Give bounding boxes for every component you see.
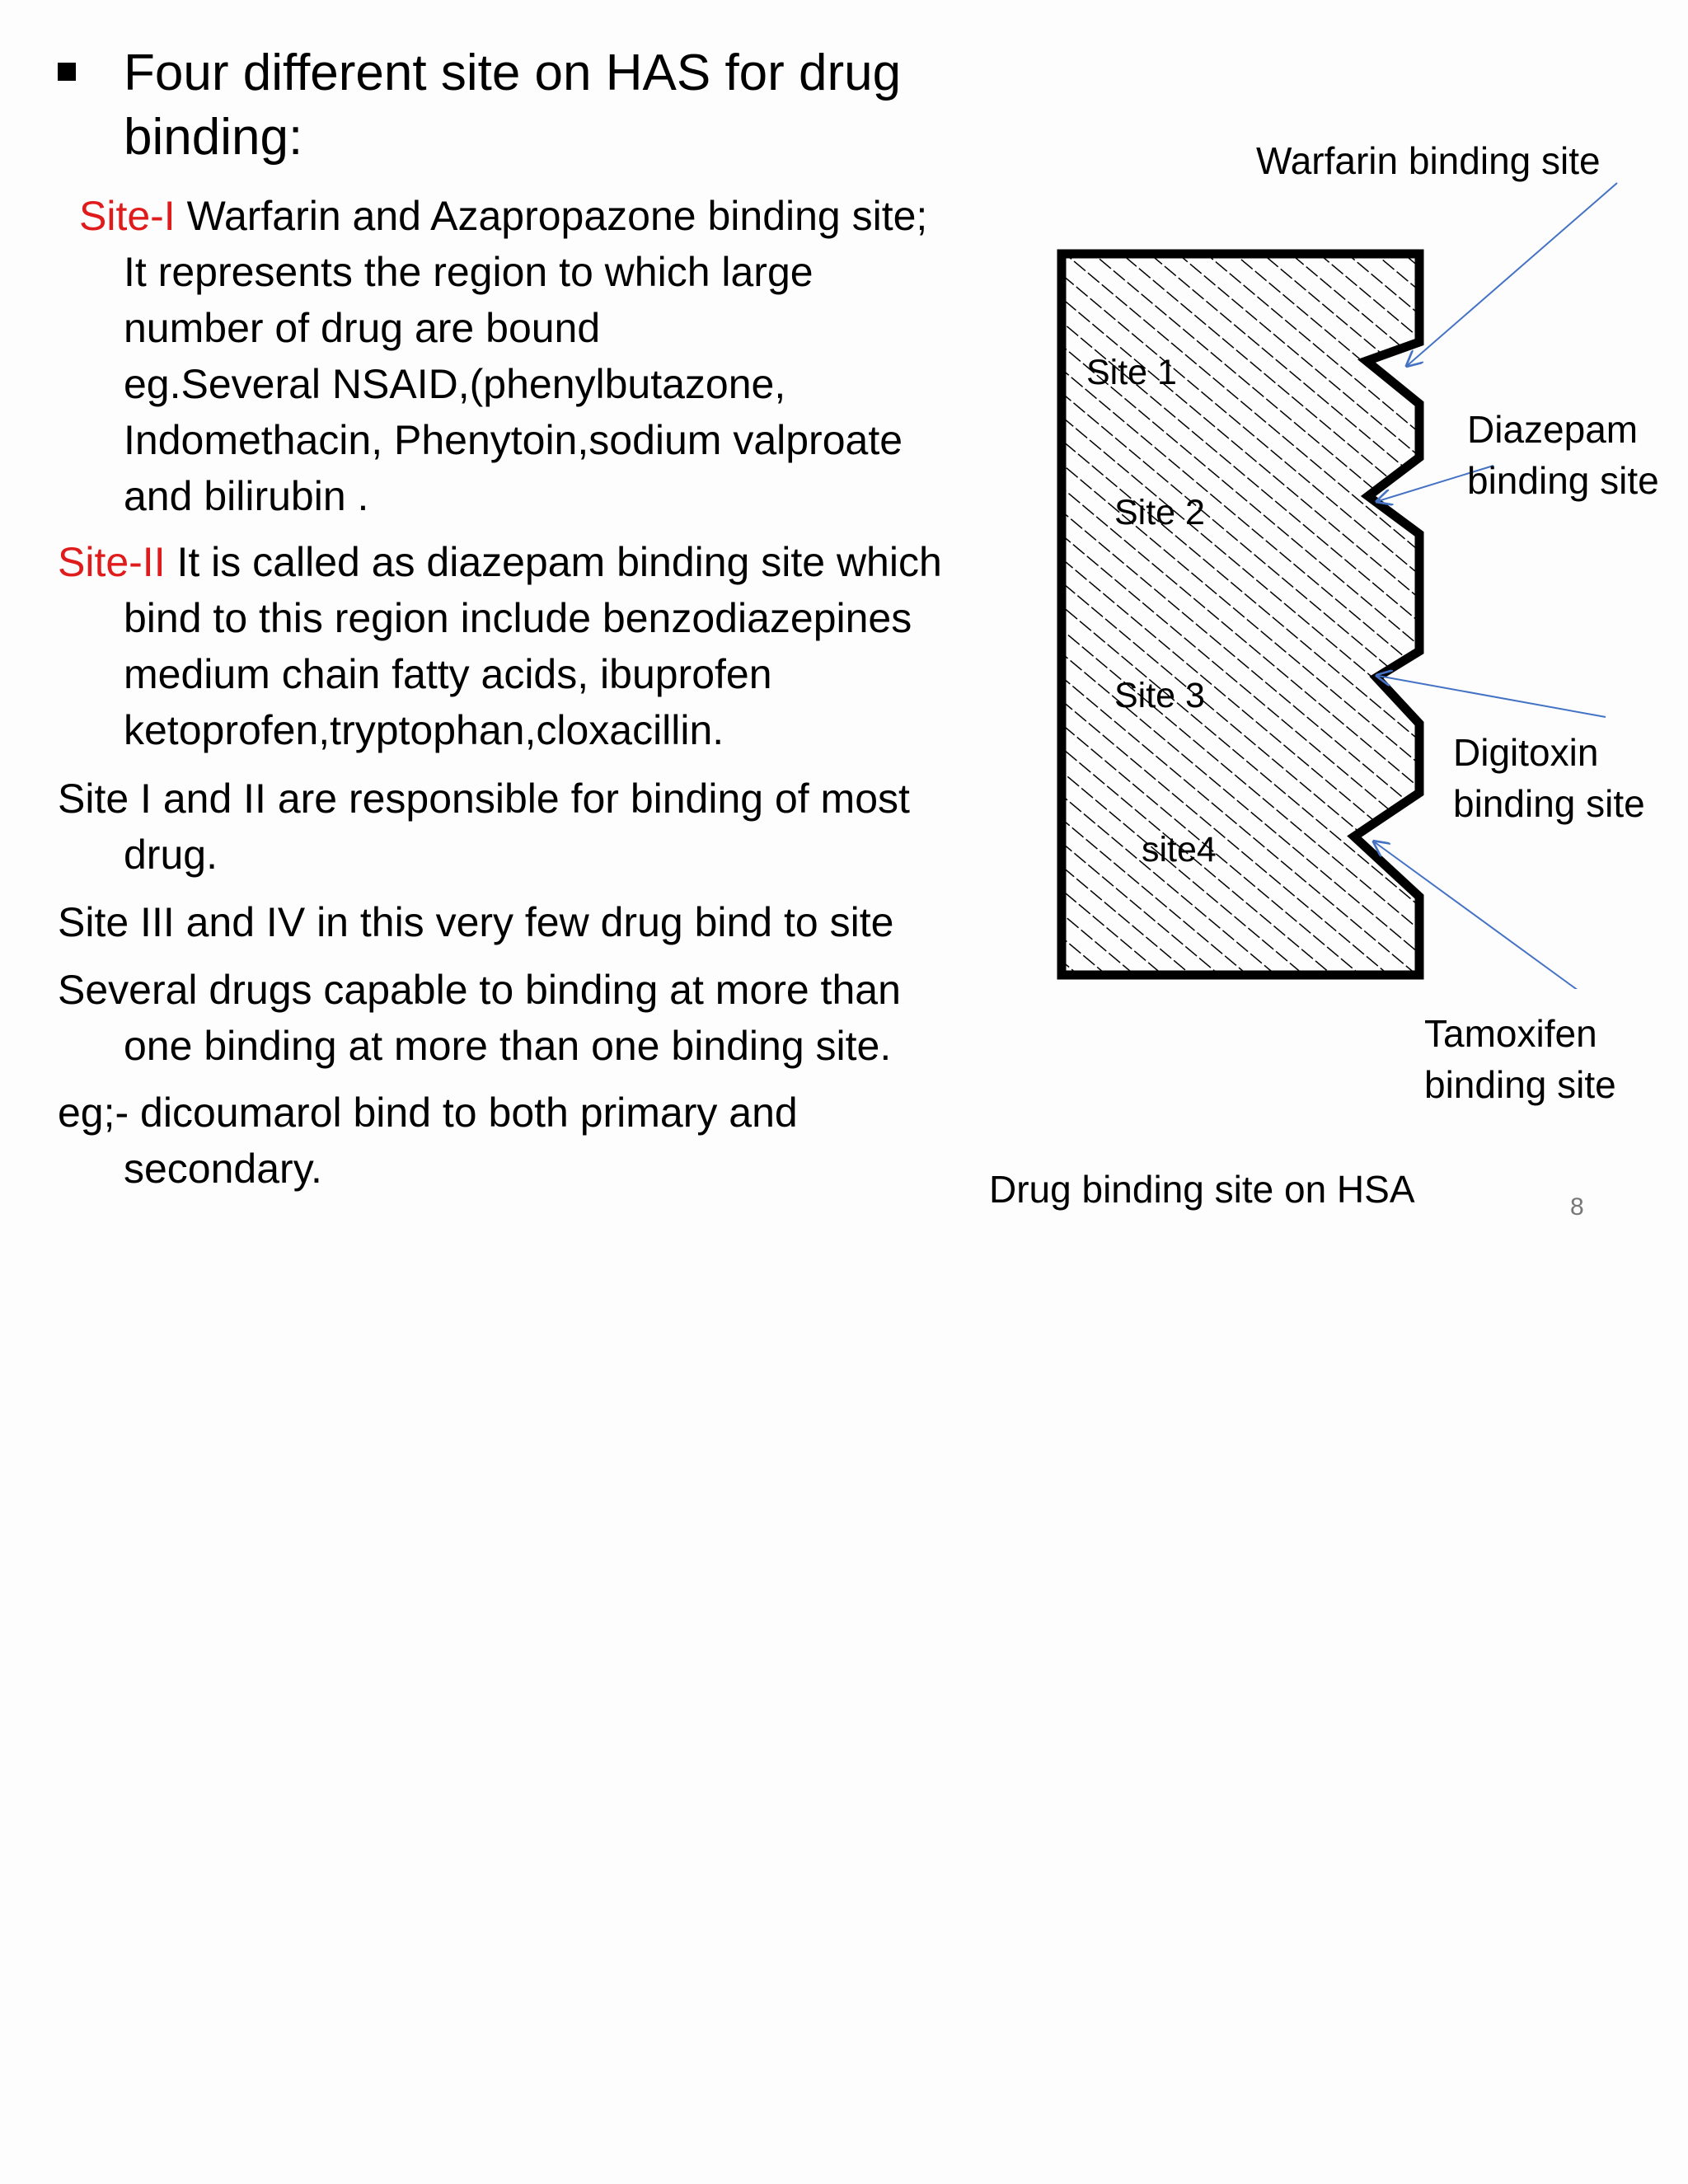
site-3-label: Site 3	[1114, 676, 1205, 715]
site1-line-1: It represents the region to which large	[124, 249, 814, 295]
tamoxifen-callout-line-2: binding site	[1424, 1063, 1616, 1106]
warfarin-arrow	[1408, 183, 1617, 365]
site-2-label: Site 2	[1114, 493, 1205, 532]
digitoxin-callout-line-2: binding site	[1453, 782, 1645, 825]
site2-paragraph	[58, 534, 989, 758]
site1-line-4: Indomethacin, Phenytoin,sodium valproate	[124, 417, 903, 463]
site1-first-line	[79, 188, 1010, 244]
site-4-label: site4	[1142, 830, 1217, 869]
site1-tag: Site-I	[79, 193, 176, 239]
slide-title	[58, 41, 981, 170]
diagram-caption: Drug binding site on HSA	[989, 1168, 1415, 1211]
site1-paragraph	[79, 188, 1010, 524]
digitoxin-callout	[1453, 727, 1645, 829]
site2-first-line	[58, 534, 989, 590]
site1-line-5: and bilirubin .	[124, 473, 369, 519]
site2-line-3: ketoprofen,tryptophan,cloxacillin.	[124, 707, 724, 753]
site-1-label: Site 1	[1086, 353, 1177, 392]
page-number: 8	[1570, 1193, 1584, 1221]
paragraph-3	[58, 771, 989, 883]
tamoxifen-callout	[1424, 1008, 1616, 1110]
paragraph-4	[58, 894, 989, 950]
site2-line-1: bind to this region include benzodiazepines	[124, 595, 912, 641]
para3-line-0: Site I and II are responsible for binding of most	[58, 776, 910, 822]
paragraph-5	[58, 962, 989, 1074]
diazepam-callout-line-2: binding site	[1467, 459, 1659, 502]
para4-line-0: Site III and IV in this very few drug bind to site	[58, 899, 894, 945]
diazepam-callout	[1467, 404, 1659, 506]
tamoxifen-callout-line-1: Tamoxifen	[1424, 1012, 1597, 1055]
digitoxin-callout-line-1: Digitoxin	[1453, 731, 1599, 774]
para6-line-1: secondary.	[124, 1146, 322, 1192]
hsa-binding-diagram	[981, 124, 1673, 989]
site1-line-2: number of drug are bound	[124, 305, 601, 351]
site2-tag: Site-II	[58, 539, 166, 585]
para5-line-1: one binding at more than one binding site.	[124, 1023, 892, 1069]
site1-line-0: Warfarin and Azapropazone binding site;	[186, 193, 928, 239]
warfarin-callout: Warfarin binding site	[1256, 139, 1601, 182]
para6-line-0: eg;- dicoumarol bind to both primary and	[58, 1090, 798, 1136]
site2-line-2: medium chain fatty acids, ibuprofen	[124, 651, 772, 697]
paragraph-6	[58, 1085, 989, 1197]
square-bullet-icon	[58, 63, 76, 81]
site1-line-3: eg.Several NSAID,(phenylbutazone,	[124, 361, 786, 407]
title-text: Four different site on HAS for drug binding:	[124, 45, 902, 166]
para5-line-0: Several drugs capable to binding at more than	[58, 967, 901, 1013]
diazepam-callout-line-1: Diazepam	[1467, 408, 1639, 451]
site2-line-0: It is called as diazepam binding site which	[176, 539, 942, 585]
para3-line-1: drug.	[124, 832, 218, 878]
